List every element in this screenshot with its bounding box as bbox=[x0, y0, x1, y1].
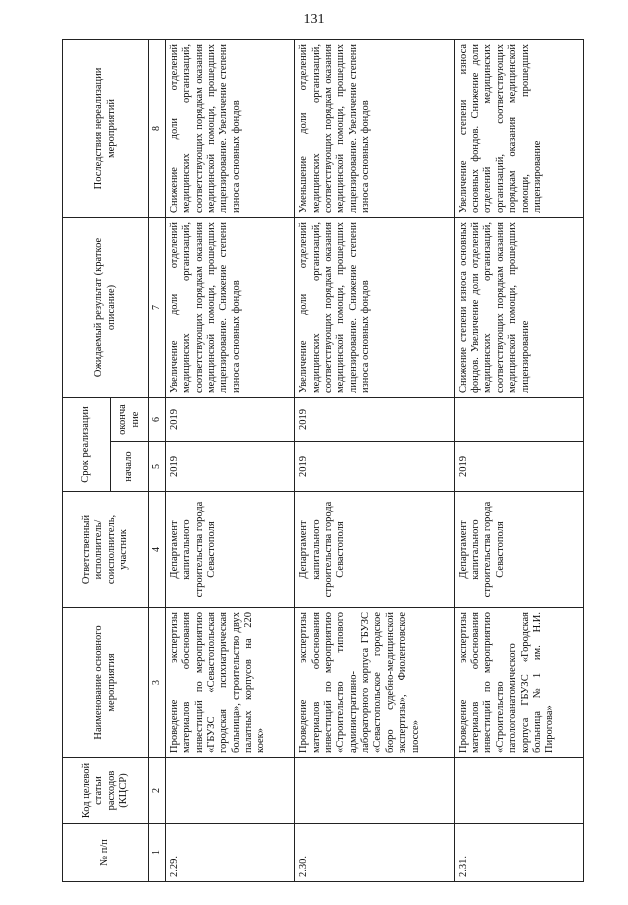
header-end: оконча ние bbox=[111, 397, 149, 441]
colnum-5: 5 bbox=[149, 442, 166, 492]
row-kcsr bbox=[165, 758, 294, 824]
row-executor: Департамент капитального строительства города Севастополя bbox=[165, 492, 294, 608]
header-result: Ожидаемый результат (краткое описание) bbox=[63, 217, 149, 397]
table-row bbox=[165, 39, 294, 881]
colnum-7: 7 bbox=[149, 217, 166, 397]
row-result: Снижение степени износа основных фондов. Увеличение доли отделений медицинских организаций, соответствующих порядкам оказания медицинской помощи, прошедших лицензирование bbox=[454, 217, 583, 397]
row-num: 2.31. bbox=[454, 824, 583, 882]
row-kcsr bbox=[454, 758, 583, 824]
row-start: 2019 bbox=[454, 442, 583, 492]
row-start: 2019 bbox=[295, 442, 455, 492]
row-end: 2019 bbox=[295, 397, 455, 441]
header-start: начало bbox=[111, 442, 149, 492]
colnum-2: 2 bbox=[149, 758, 166, 824]
colnum-3: 3 bbox=[149, 608, 166, 758]
header-period: Срок реализации bbox=[63, 397, 111, 491]
table-row bbox=[295, 39, 455, 881]
colnum-1: 1 bbox=[149, 824, 166, 882]
row-result: Увеличение доли отделений медицинских организаций, соответствующих порядкам оказания медицинской помощи, прошедших лицензирование. Снижение степени износа основных фондов bbox=[295, 217, 455, 397]
row-consequence: Увеличение степени износа основных фондов. Снижение доли отделений медицинских организаций, соответствующих порядкам оказания медицинской помощи, прошедших лицензирование bbox=[454, 39, 583, 217]
header-kcsr: Код целевой статьи расходов (КЦСР) bbox=[63, 758, 149, 824]
row-result: Увеличение доли отделений медицинских организаций, соответствующих порядкам оказания медицинской помощи, прошедших лицензирование. Снижение степени износа основных фондов bbox=[165, 217, 294, 397]
row-start: 2019 bbox=[165, 442, 294, 492]
colnum-4: 4 bbox=[149, 492, 166, 608]
row-end: 2019 bbox=[165, 397, 294, 441]
row-num: 2.30. bbox=[295, 824, 455, 882]
colnum-8: 8 bbox=[149, 39, 166, 217]
table-row bbox=[454, 39, 583, 881]
row-name: Проведение экспертизы материалов обоснования инвестиций по мероприятию «Строительство патологоанатомического корпуса ГБУЗС «Городская больница №1 им. Н.И. Пирогова» bbox=[454, 608, 583, 758]
row-name: Проведение экспертизы материалов обоснования инвестиций по мероприятию «Строительство типового административно-лабораторного корпуса ГБУЗС «Севастопольское городское бюро судебно-медицинской экспертизы», Фиолентовское шоссе» bbox=[295, 608, 455, 758]
header-name: Наименование основного мероприятия bbox=[63, 608, 149, 758]
rotated-table-container bbox=[62, 40, 584, 882]
row-consequence: Уменьшение доли отделений медицинских организаций, соответствующих порядкам оказания медицинской помощи, прошедших лицензирование. Увеличение степени износа основных фондов bbox=[295, 39, 455, 217]
measures-table bbox=[62, 39, 584, 882]
row-kcsr bbox=[295, 758, 455, 824]
header-num: № п/п bbox=[63, 824, 149, 882]
column-number-row bbox=[149, 39, 166, 881]
page-number: 131 bbox=[303, 12, 325, 27]
row-end bbox=[454, 397, 583, 441]
header-consequence: Последствия нереализации мероприятий bbox=[63, 39, 149, 217]
header-executor: Ответственный исполнитель/ соисполнитель, участник bbox=[63, 492, 149, 608]
row-name: Проведение экспертизы материалов обоснования инвестиций по мероприятию «ГБУЗС «Севастопольская городская психиатрическая больница», строительство двух палатных корпусов на 220 коек» bbox=[165, 608, 294, 758]
row-executor: Департамент капитального строительства города Севастополя bbox=[454, 492, 583, 608]
colnum-6: 6 bbox=[149, 397, 166, 441]
row-consequence: Снижение доли отделений медицинских организаций, соответствующих порядкам оказания медицинской помощи, прошедших лицензирование. Увеличение степени износа основных фондов bbox=[165, 39, 294, 217]
row-executor: Департамент капитального строительства города Севастополя bbox=[295, 492, 455, 608]
header-row bbox=[63, 39, 111, 881]
row-num: 2.29. bbox=[165, 824, 294, 882]
